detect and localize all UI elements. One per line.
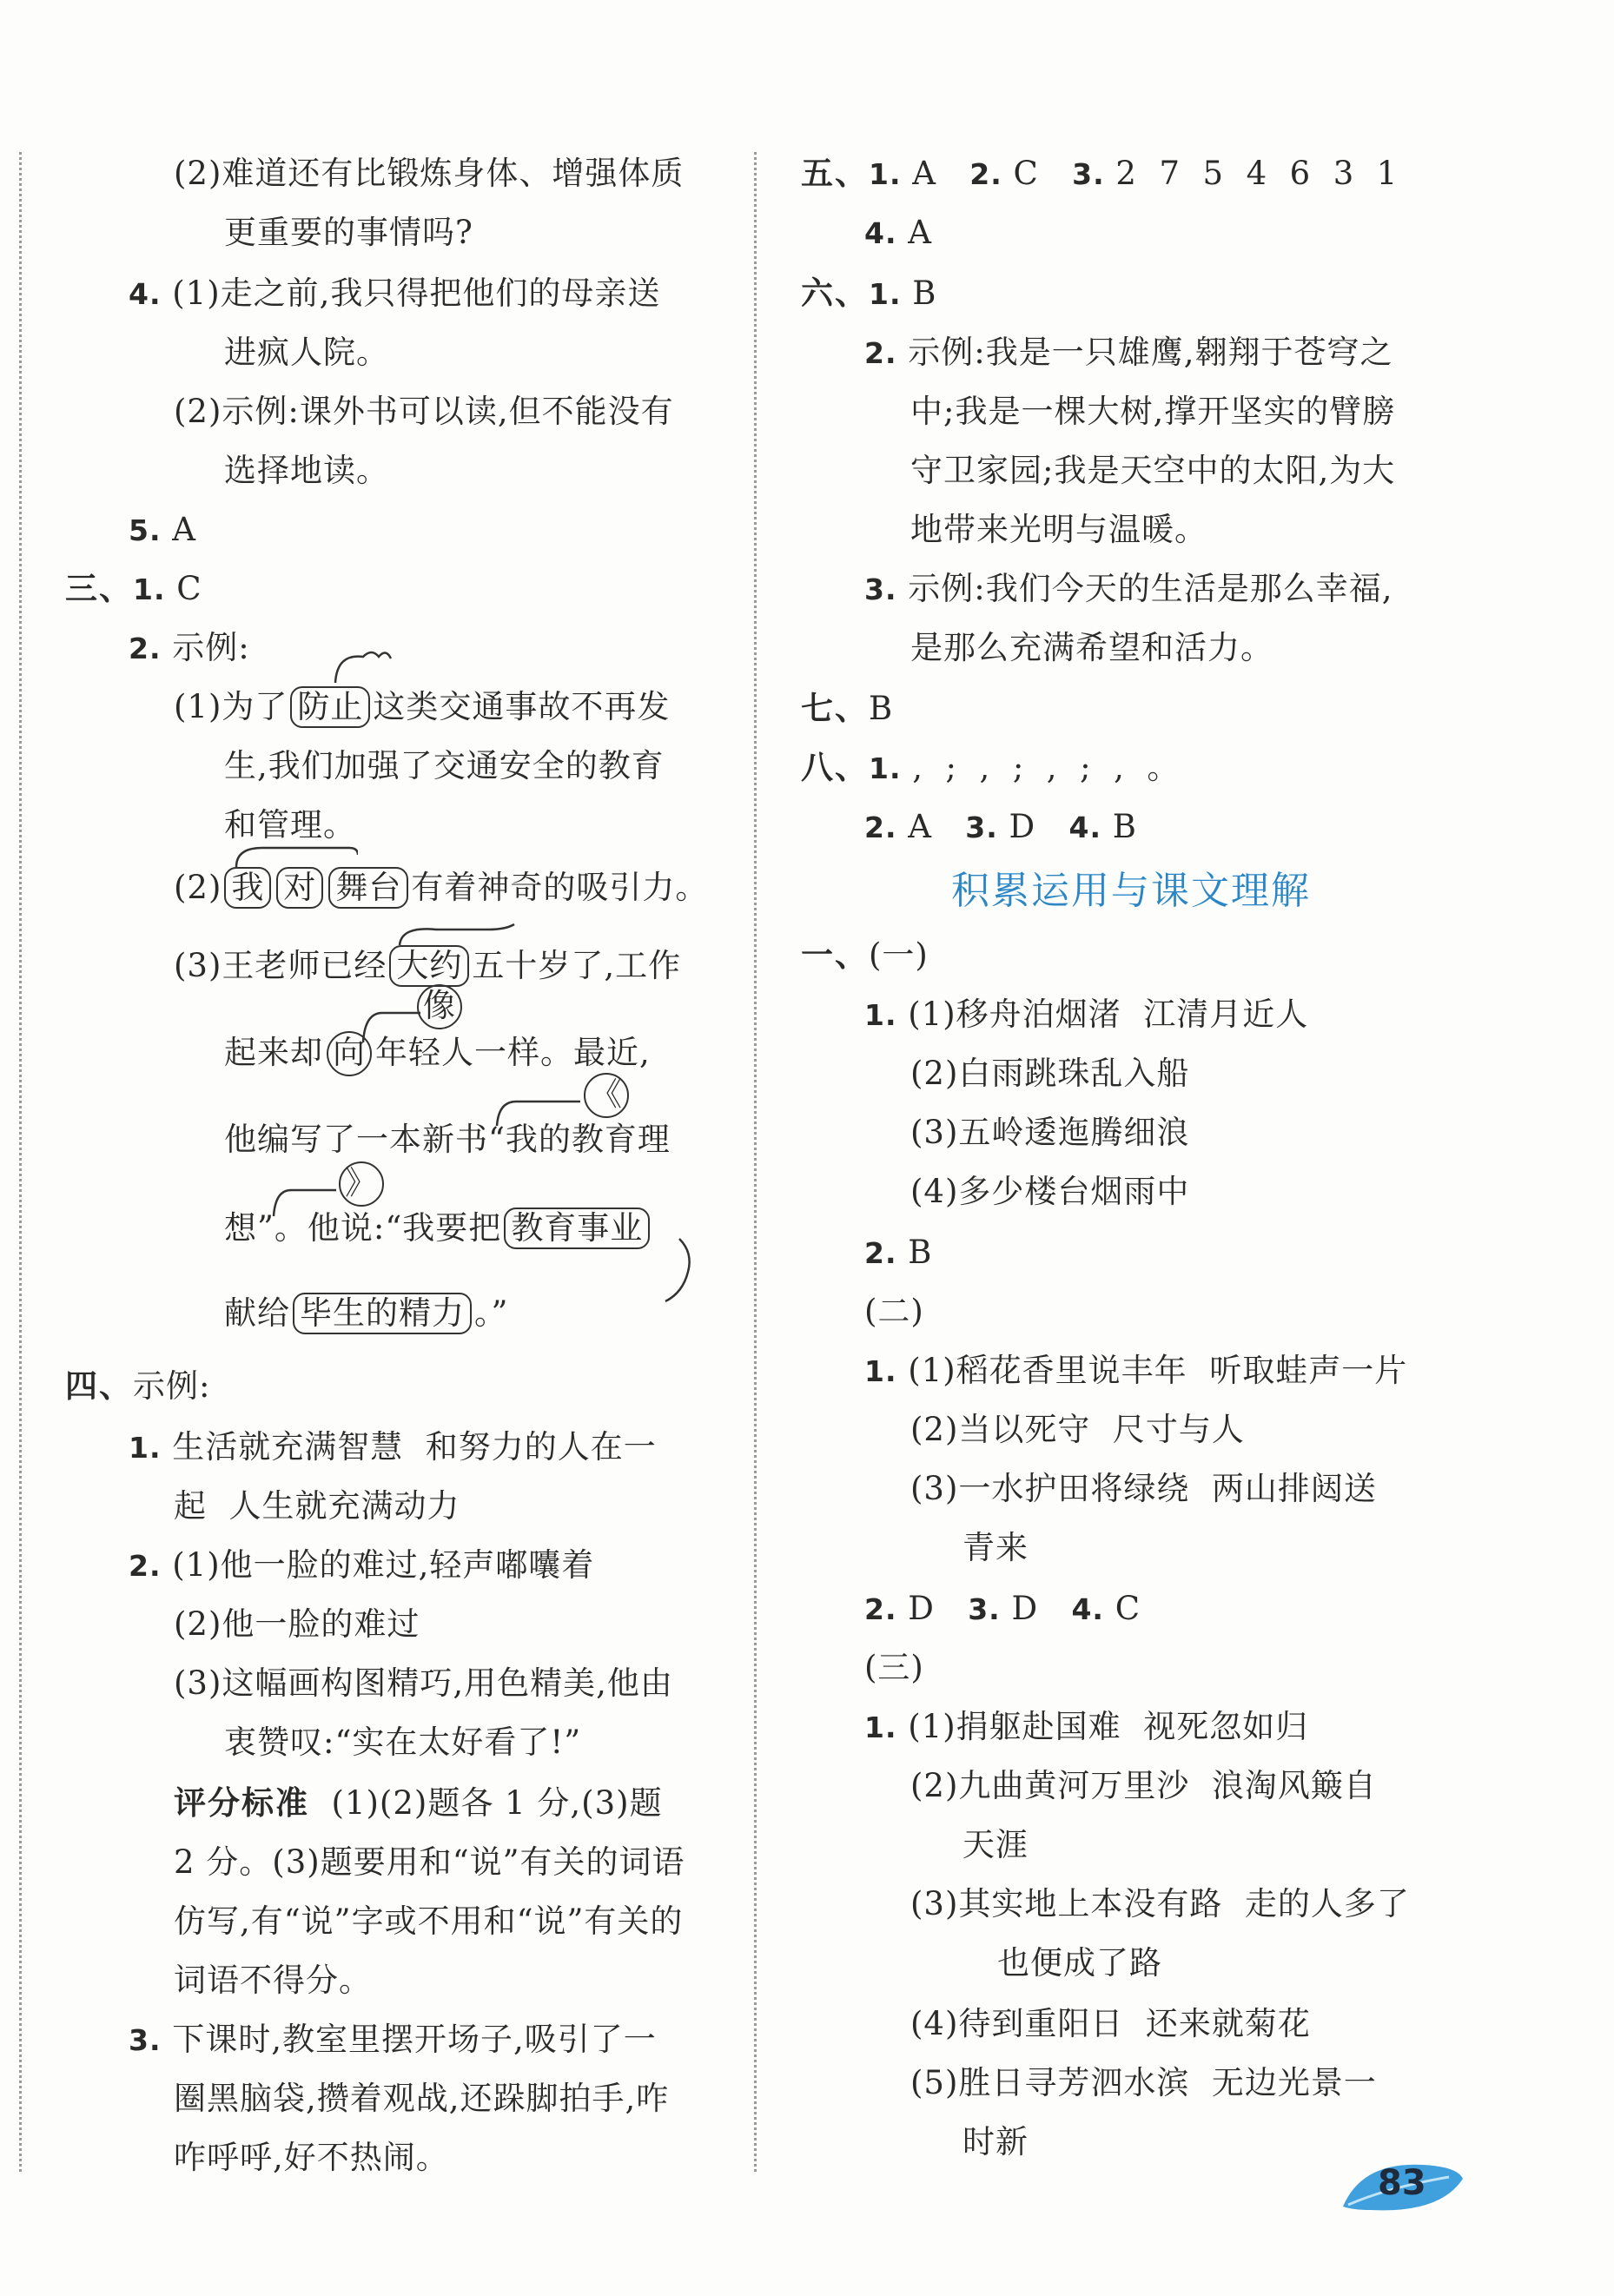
answer-line: 2. (1)他一脸的难过,轻声嘟囔着 <box>129 1546 595 1584</box>
boxed-word: 毕生的精力 <box>293 1293 472 1334</box>
answer-line: (二) <box>864 1293 924 1330</box>
answer-line: (2)九曲黄河万里沙 浪淘风簸自 <box>910 1767 1377 1804</box>
section-line: 七、B <box>801 690 894 727</box>
answer-line: 时新 <box>962 2123 1029 2160</box>
answer-line: (2)难道还有比锻炼身体、增强体质 <box>174 155 685 192</box>
page-number: 83 <box>1378 2163 1426 2203</box>
answer-line: 选择地读。 <box>224 452 389 489</box>
answer-line: 咋呼呼,好不热闹。 <box>174 2139 449 2176</box>
answer-line: (4)待到重阳日 还来就菊花 <box>910 2005 1311 2042</box>
insert-mark: 像 <box>413 983 466 1029</box>
answer-line: 2. D 3. D 4. C <box>864 1590 1141 1627</box>
section-line: 八、1. , ; , ; , ; , 。 <box>801 749 1181 786</box>
answer-line: 进疯人院。 <box>224 334 389 371</box>
boxed-word: 教育事业 <box>504 1208 650 1249</box>
scoring-criteria: 评分标准 (1)(2)题各 1 分,(3)题 <box>174 1784 663 1822</box>
answer-line: (4)多少楼台烟雨中 <box>910 1173 1190 1210</box>
answer-line: 衷赞叹:“实在太好看了!” <box>224 1724 582 1761</box>
answer-line: 和管理。 <box>224 806 356 844</box>
boxed-word: 我 <box>224 867 271 909</box>
answer-line: 4. A <box>864 214 932 251</box>
answer-line: 中;我是一棵大树,撑开坚实的臂膀 <box>910 393 1396 430</box>
answer-line: 献给 毕生的精力 。” <box>224 1291 508 1336</box>
correction-mark <box>393 923 523 947</box>
boxed-word: 防止 <box>290 686 370 728</box>
answer-line: 2. A 3. D 4. B <box>864 808 1137 845</box>
swap-mark <box>486 1227 704 1322</box>
answer-line: 地带来光明与温暖。 <box>910 511 1207 548</box>
center-dotted-divider <box>754 152 757 2172</box>
answer-line: (2)示例:课外书可以读,但不能没有 <box>174 393 674 430</box>
swap-mark <box>228 843 358 869</box>
section-heading: 积累运用与课文理解 <box>951 869 1311 913</box>
answer-line: (2) 我 对 舞台 有着神奇的吸引力。 <box>174 865 708 910</box>
answer-line: 天涯 <box>962 1826 1029 1863</box>
answer-line: (3)王老师已经 大约 五十岁了,工作 <box>174 943 681 989</box>
answer-line: (3)五岭逶迤腾细浪 <box>910 1114 1190 1151</box>
insert-mark: 《 <box>580 1072 632 1118</box>
section-line: 三、1. C <box>65 570 202 607</box>
answer-line: 圈黑脑袋,攒着观战,还跺脚拍手,咋 <box>174 2080 670 2117</box>
answer-line: (3)这幅画构图精巧,用色精美,他由 <box>174 1664 673 1702</box>
answer-line: 1. (1)稻花香里说丰年 听取蛙声一片 <box>864 1352 1408 1389</box>
boxed-word: 大约 <box>389 945 469 987</box>
insert-mark: 》 <box>335 1161 387 1207</box>
answer-line: 5. A <box>129 511 196 548</box>
boxed-word: 对 <box>276 867 323 909</box>
answer-line: 生,我们加强了交通安全的教育 <box>224 747 665 784</box>
answer-line: (三) <box>864 1649 924 1686</box>
section-line: 六、1. B <box>801 275 937 312</box>
section-line: 四、示例: <box>65 1367 211 1405</box>
page-number-badge <box>1336 2153 1466 2222</box>
answer-line: 守卫家园;我是天空中的太阳,为大 <box>910 452 1396 489</box>
section-line: 五、1. A 2. C 3. 2 7 5 4 6 3 1 <box>801 155 1399 192</box>
answer-line: 仿写,有“说”字或不用和“说”有关的 <box>174 1902 684 1940</box>
answer-line: 1. 生活就充满智慧 和努力的人在一 <box>129 1428 657 1466</box>
answer-line: (2)白雨跳珠乱入船 <box>910 1055 1190 1092</box>
section-line: 一、(一) <box>801 936 929 974</box>
boxed-word: 舞台 <box>328 867 408 909</box>
answer-line: (5)胜日寻芳泗水滨 无边光景一 <box>910 2064 1377 2101</box>
answer-line: 2. 示例:我是一只雄鹰,翱翔于苍穹之 <box>864 334 1393 371</box>
answer-line: 3. 下课时,教室里摆开场子,吸引了一 <box>129 2021 657 2058</box>
answer-line: 3. 示例:我们今天的生活是那么幸福, <box>864 570 1393 607</box>
answer-line: (1)为了 防止 这类交通事故不再发 <box>174 685 670 730</box>
answer-line: 1. (1)移舟泊烟渚 江清月近人 <box>864 996 1309 1033</box>
answer-line: (2)他一脸的难过 <box>174 1605 420 1643</box>
correction-mark <box>328 645 398 686</box>
answer-line: 2 分。(3)题要用和“说”有关的词语 <box>174 1843 685 1881</box>
answer-line: 起 人生就充满动力 <box>174 1487 460 1525</box>
left-margin-dotted-line <box>19 152 22 2172</box>
answer-line: 4. (1)走之前,我只得把他们的母亲送 <box>129 275 661 312</box>
answer-line: (3)一水护田将绿绕 两山排闼送 <box>910 1470 1377 1507</box>
answer-line: 2. B <box>864 1234 933 1271</box>
answer-line: 是那么充满希望和活力。 <box>910 629 1273 666</box>
answer-line: 起来却 向 年轻人一样。最近, <box>224 1030 651 1076</box>
answer-line: 也便成了路 <box>997 1944 1162 1982</box>
circled-word: 向 <box>327 1031 372 1076</box>
answer-line: 他编写了一本新书“我的教育理 <box>224 1121 671 1158</box>
answer-line: 1. (1)捐躯赴国难 视死忽如归 <box>864 1708 1309 1745</box>
answer-line: 青来 <box>962 1529 1029 1566</box>
answer-line: 词语不得分。 <box>174 1962 372 1999</box>
answer-line: (3)其实地上本没有路 走的人多了 <box>910 1885 1410 1922</box>
answer-line: (2)当以死守 尺寸与人 <box>910 1411 1245 1448</box>
answer-line: 更重要的事情吗? <box>224 214 473 251</box>
answer-line: 2. 示例: <box>129 629 250 666</box>
answer-line: 想”。他说:“我要把 教育事业 <box>224 1206 652 1251</box>
